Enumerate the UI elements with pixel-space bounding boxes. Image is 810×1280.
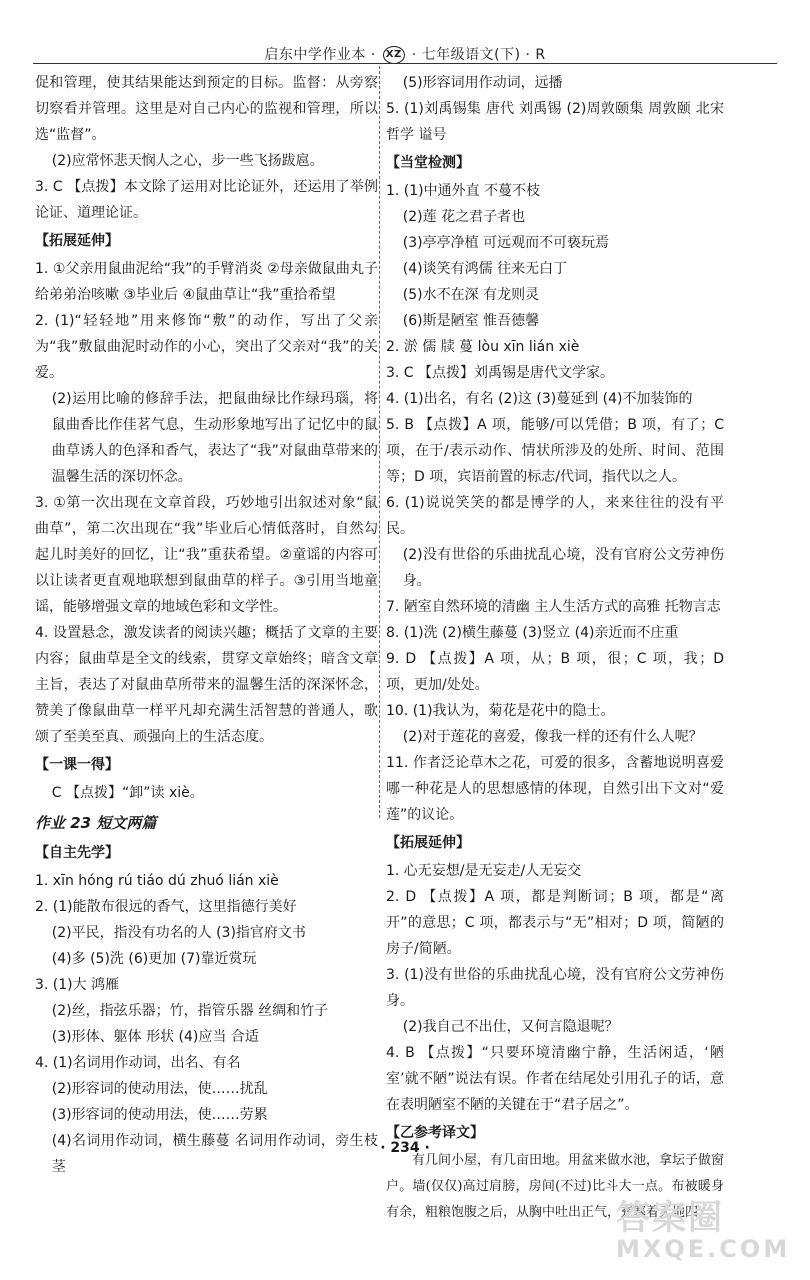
answer-line: C 【点拨】“卸”读 xiè。 — [51, 785, 204, 801]
translation-text: 有几间小屋，有几亩田地。用盆来做水池，拿坛子做窗户。墙(仅仅)高过肩膀，房间(不过)比斗大一点。布被暖身有余，粗粮饱腹之后，从胸中吐出正气，充塞着天地四 — [386, 1153, 725, 1220]
section-heading: 【当堂检测】 — [386, 155, 470, 171]
title-right: · 七年级语文(下) · R — [411, 47, 546, 63]
answer-line: 2. (1)能散布很远的香气，这里指德行美好 — [35, 899, 297, 915]
answer-line: 4. (1)出名，有名 (2)这 (3)蔓延到 (4)不加装饰的 — [386, 391, 693, 407]
answer-line: (2)平民，指没有功名的人 (3)指官府文书 — [51, 925, 306, 941]
title-left: 启东中学作业本 · — [264, 47, 376, 63]
answer-line: 2. (1)“轻轻地”用来修饰“敷”的动作，写出了父亲为“我”敷鼠曲泥时动作的小心，突出了父亲对“我”的关爱。 — [35, 313, 378, 381]
answer-line: (2)丝，指弦乐器；竹，指管乐器 丝绸和竹子 — [51, 1003, 329, 1019]
answer-line: 1. xīn hóng rú tiáo dú zhuó lián xiè — [35, 873, 279, 889]
answer-line: (2)应常怀悲天悯人之心，步一些飞扬跋扈。 — [51, 153, 324, 169]
header-rule — [33, 63, 777, 64]
assignment-title: 作业 23 短文两篇 — [35, 814, 157, 832]
answer-line: 促和管理，使其结果能达到预定的目标。监督：从旁察切察看并管理。这里是对自己内心的监视和管理，所以选“监督”。 — [35, 75, 378, 143]
book-title — [0, 44, 810, 64]
left-column — [35, 70, 378, 1180]
xz-badge-icon: XZ — [383, 46, 405, 64]
answer-line: (2)形容词的使动用法，使……扰乱 — [51, 1081, 268, 1097]
answer-line: 6. (1)说说笑笑的都是博学的人，来来往往的没有平民。 — [386, 495, 724, 537]
answer-line: 7. 陋室自然环境的清幽 主人生活方式的高雅 托物言志 — [386, 599, 721, 615]
answer-line: (5)水不在深 有龙则灵 — [402, 287, 540, 303]
answer-line: (2)莲 花之君子者也 — [402, 209, 526, 225]
right-column — [386, 70, 724, 1226]
answer-line: 5. (1)刘禹锡集 唐代 刘禹锡 (2)周敦颐集 周敦颐 北宋 哲学 谥号 — [386, 101, 724, 143]
section-heading: 【拓展延伸】 — [386, 835, 470, 851]
answer-line: 4. 设置悬念，激发读者的阅读兴趣；概括了文章的主要内容；鼠曲草是全文的线索，贯穿文章始终；暗含文章主旨，表达了对鼠曲草所带来的温馨生活的深深怀念，赞美了像鼠曲草一样平凡却充满生活智慧的普通人，歌颂了至美至真、顽强向上的生活态度。 — [35, 625, 378, 745]
answer-line: 10. (1)我认为，菊花是花中的隐士。 — [386, 703, 615, 719]
answer-line: (2)没有世俗的乐曲扰乱心境，没有官府公文劳神伤身。 — [402, 547, 724, 589]
answer-line: 3. (1)没有世俗的乐曲扰乱心境，没有官府公文劳神伤身。 — [386, 967, 724, 1009]
answer-line: 1. (1)中通外直 不蔓不枝 — [386, 183, 541, 199]
column-divider — [379, 66, 381, 818]
answer-line: 3. C 【点拨】本文除了运用对比论证外，还运用了举例论证、道理论证。 — [35, 179, 378, 221]
answer-line: 11. 作者泛论草木之花，可爱的很多，含蓄地说明喜爱哪一种花是人的思想感情的体现，自然引出下文对“爱莲”的议论。 — [386, 755, 724, 823]
answer-line: 4. (1)名词用作动词，出名、有名 — [35, 1055, 241, 1071]
page-header — [0, 0, 810, 64]
answer-line: (5)形容词用作动词，远播 — [402, 75, 563, 91]
answer-line: 8. (1)洗 (2)横生藤蔓 (3)竖立 (4)亲近而不庄重 — [386, 625, 679, 641]
answer-line: (3)亭亭净植 可远观而不可亵玩焉 — [402, 235, 610, 251]
answer-line: (2)运用比喻的修辞手法，把鼠曲绿比作绿玛瑙，将鼠曲香比作佳茗气息，生动形象地写出了记忆中的鼠曲草诱人的色泽和香气，表达了“我”对鼠曲草带来的温馨生活的深切怀念。 — [51, 391, 378, 485]
answer-line: 1. 心无妄想/是无妄走/人无妄交 — [386, 863, 582, 879]
answer-line: 3. ①第一次出现在文章首段，巧妙地引出叙述对象“鼠曲草”，第二次出现在“我”毕业后心情低落时，自然勾起儿时美好的回忆，让“我”重获希望。②童谣的内容可以让读者更直观地联想到鼠曲草的样子。③引用当地童谣，能够增强文章的地域色彩和文学性。 — [35, 495, 378, 615]
answer-line: (3)形体、躯体 形状 (4)应当 合适 — [51, 1029, 259, 1045]
page-number: · 234 · — [380, 1140, 430, 1156]
answer-line: 4. B 【点拨】“只要环境清幽宁静，生活闲适，‘陋室’就不陋”说法有误。作者在结尾处引用孔子的话，意在表明陋室不陋的关键在于“君子居之”。 — [386, 1045, 724, 1113]
answer-line: 3. (1)大 鸿雁 — [35, 977, 120, 993]
answer-line: 2. D 【点拨】A 项，都是判断词；B 项，都是“离开”的意思；C 项，都表示与“无”相对；D 项，简陋的房子/简陋。 — [386, 889, 724, 957]
section-heading: 【乙参考译文】 — [386, 1125, 484, 1141]
answer-line: 9. D 【点拨】A 项，从；B 项，很；C 项，我；D 项，更加/处处。 — [386, 651, 724, 693]
answer-line: 2. 淤 儒 牍 蔓 lòu xīn lián xiè — [386, 339, 580, 355]
answer-line: (4)多 (5)洗 (6)更加 (7)靠近赏玩 — [51, 951, 257, 967]
section-heading: 【自主先学】 — [35, 845, 119, 861]
answer-line: (4)名词用作动词，横生藤蔓 名词用作动词，旁生枝茎 — [51, 1133, 378, 1175]
answer-line: 5. B 【点拨】A 项，能够/可以凭借；B 项，有了；C 项，在于/表示动作、情状所涉及的处所、时间、范围等；D 项，宾语前置的标志/代词，指代以之人。 — [386, 417, 724, 485]
answer-line: (4)谈笑有鸿儒 往来无白丁 — [402, 261, 568, 277]
section-heading: 【一课一得】 — [35, 757, 119, 773]
answer-line: (2)我自己不出仕，又何言隐退呢？ — [402, 1019, 619, 1035]
answer-line: 3. C 【点拨】刘禹锡是唐代文学家。 — [386, 365, 615, 381]
section-heading: 【拓展延伸】 — [35, 233, 119, 249]
watermark-logo — [616, 1190, 796, 1270]
watermark-line1: 答案圈 — [616, 1198, 724, 1238]
answer-line: (6)斯是陋室 惟吾德馨 — [402, 313, 540, 329]
answer-line: (2)对于莲花的喜爱，像我一样的还有什么人呢？ — [402, 729, 703, 745]
watermark-line2: MXQE.COM — [616, 1235, 791, 1263]
answer-line: (3)形容词的使动用法，使……劳累 — [51, 1107, 268, 1123]
answer-line: 1. ①父亲用鼠曲泥给“我”的手臂消炎 ②母亲做鼠曲丸子给弟弟治咳嗽 ③毕业后 ④鼠曲草让“我”重拾希望 — [35, 261, 378, 303]
